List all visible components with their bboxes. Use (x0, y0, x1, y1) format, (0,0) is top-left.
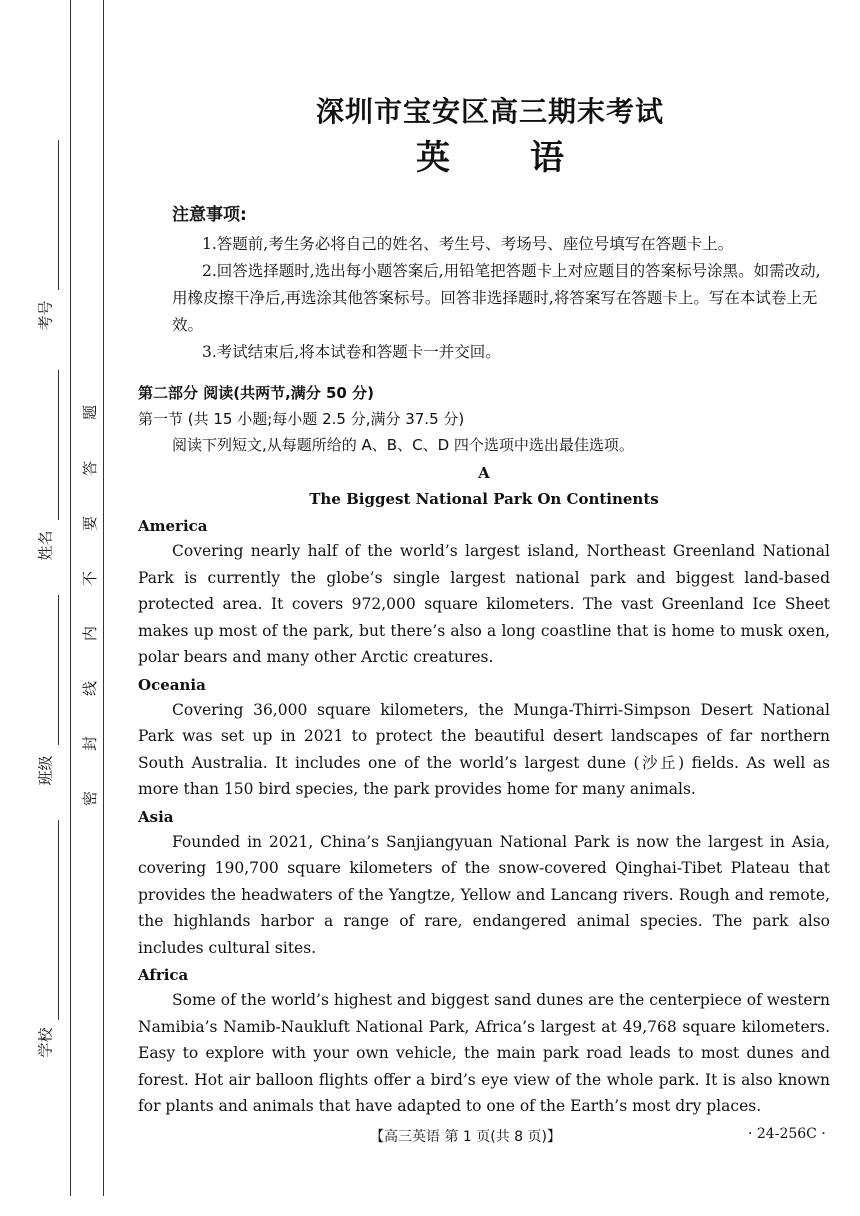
section-heading-america: America (138, 517, 208, 535)
notice-block (138, 200, 830, 366)
section-heading: 第一节 (共 15 小题;每小题 2.5 分,满分 37.5 分) (138, 410, 465, 428)
binding-line-outer (70, 0, 71, 1196)
exam-number-label: 考号 (30, 140, 70, 340)
exam-title: 深圳市宝安区高三期末考试 (315, 95, 664, 128)
part-heading: 第二部分 阅读(共两节,满分 50 分) (138, 384, 374, 402)
name-label: 姓名 (30, 370, 70, 570)
seal-char: 封 (81, 735, 100, 752)
page-footer: 【高三英语 第 1 页(共 8 页)】 (370, 1129, 561, 1145)
subject-title: 英 语 (416, 138, 564, 178)
seal-char: 题 (81, 404, 100, 421)
school-label: 学校 (30, 820, 70, 1050)
paragraph-oceania: Covering 36,000 square kilometers, the Munga-Thirri-Simpson Desert National Park was set up in 2021 to protect the beautiful desert landscapes of far northern South Australia. It includes one of the world’s largest dune (沙丘) fields. As well as more than 150 bird species, the park provides home for many animals. (138, 700, 830, 798)
exam-code: · 24-256C · (748, 1126, 826, 1142)
page-content (138, 200, 830, 1120)
section-heading-asia: Asia (138, 807, 174, 826)
seal-char: 密 (81, 790, 100, 807)
paragraph-africa: Some of the world’s highest and biggest sand dunes are the centerpiece of western Namibia’s Namib-Naukluft National Park, Africa’s largest at 49,768 square kilometers. Easy to explore with your own vehicle, the main park road leads to most dunes and forest. Hot air balloon flights offer a bird’s eye view of the whole park. It is also known for plants and animals that have adapted to one of the Earth’s most dry places. (138, 991, 830, 1115)
paragraph-america: Covering nearly half of the world’s largest island, Northeast Greenland National Park is currently the globe’s single largest national park and biggest land-based protected area. It covers 972,000 square kilometers. The vast Greenland Ice Sheet makes up most of the park, but there’s also a long coastline that is home to musk oxen, polar bears and many other Arctic creatures. (138, 542, 830, 666)
instruction-text: 阅读下列短文,从每题所给的 A、B、C、D 四个选项中选出最佳选项。 (172, 436, 634, 454)
notice-item: 3.考试结束后,将本试卷和答题卡一并交回。 (202, 343, 501, 361)
seal-char: 要 (81, 515, 100, 532)
seal-char: 答 (81, 460, 100, 477)
seal-char: 内 (81, 625, 100, 642)
class-label: 班级 (30, 595, 70, 795)
notice-item: 1.答题前,考生务必将自己的姓名、考生号、考场号、座位号填写在答题卡上。 (202, 235, 734, 253)
passage-letter: A (478, 464, 490, 482)
notice-heading: 注意事项: (172, 205, 247, 225)
passage-title: The Biggest National Park On Continents (309, 490, 659, 508)
section-heading-oceania: Oceania (138, 675, 206, 694)
binding-line-inner (103, 0, 104, 1196)
seal-char: 线 (81, 680, 100, 697)
seal-char: 不 (81, 570, 100, 587)
notice-item: 2.回答选择题时,选出每小题答案后,用铅笔把答题卡上对应题目的答案标号涂黑。如需改动,用橡皮擦干净后,再选涂其他答案标号。回答非选择题时,将答案写在答题卡上。写在本试卷上无效。 (172, 262, 821, 334)
paragraph-asia: Founded in 2021, China’s Sanjiangyuan National Park is now the largest in Asia, covering 190,700 square kilometers of the snow-covered Qinghai-Tibet Plateau that provides the headwaters of the Yangtze, Yellow and Lancang rivers. Rough and remote, the highlands harbor a range of rare, endangered animal species. The park also includes cultural sites. (138, 832, 830, 957)
section-heading-africa: Africa (138, 966, 189, 984)
